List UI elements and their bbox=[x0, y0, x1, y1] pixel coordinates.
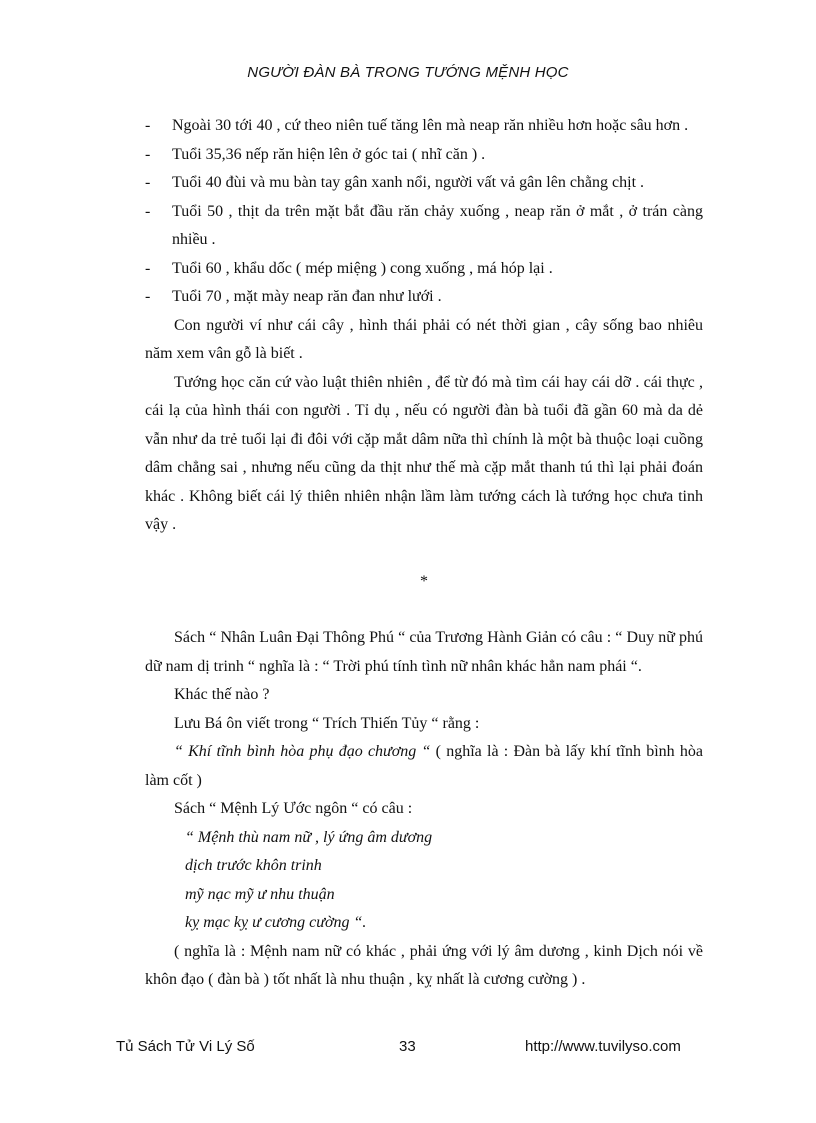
dash-bullet: - bbox=[145, 174, 151, 191]
dash-bullet: - bbox=[145, 117, 151, 134]
spacer bbox=[145, 596, 703, 624]
page-footer bbox=[0, 1038, 816, 1062]
dash-bullet: - bbox=[145, 145, 151, 163]
page-body bbox=[145, 112, 703, 995]
verse-block bbox=[145, 824, 703, 938]
paragraph-tree-metaphor: Con người ví như cái cây , hình thái phải có nét thời gian , cây sống bao nhiêu năm xem vân gỗ là biết . bbox=[145, 316, 703, 362]
verse-line: dịch trước khôn trinh bbox=[185, 857, 322, 874]
list-item-text: Tuổi 40 đùi và mu bàn tay gân xanh nổi, người vất vả gân lên chằng chịt . bbox=[172, 174, 645, 191]
paragraph-question: Khác thế nào ? bbox=[174, 686, 270, 703]
dash-bullet: - bbox=[145, 288, 151, 305]
list-item-text: Tuổi 50 , thịt da trên mặt bắt đầu răn chảy xuống , neap răn ở mắt , ở trán càng nhiều . bbox=[172, 202, 703, 248]
section-separator: * bbox=[420, 572, 428, 590]
list-item bbox=[145, 283, 703, 312]
dash-bullet: - bbox=[145, 259, 151, 277]
verse-line: “ Mệnh thù nam nữ , lý ứng âm dương bbox=[185, 828, 433, 846]
aging-list bbox=[145, 112, 703, 312]
paragraph-quote-khi-tinh bbox=[145, 738, 703, 795]
list-item bbox=[145, 169, 703, 198]
list-item bbox=[145, 141, 703, 170]
list-item-text: Tuổi 70 , mặt mày neap răn đan như lưới . bbox=[172, 288, 442, 305]
page-number: 33 bbox=[399, 1038, 416, 1055]
list-item bbox=[145, 255, 703, 284]
list-item-text: Tuổi 60 , khẩu dốc ( mép miệng ) cong xuống , má hóp lại . bbox=[172, 259, 553, 277]
paragraph-menh-ly: Sách “ Mệnh Lý Ước ngôn “ có câu : bbox=[174, 800, 413, 817]
list-item bbox=[145, 198, 703, 255]
page-header: NGƯỜI ĐÀN BÀ TRONG TƯỚNG MỆNH HỌC bbox=[247, 64, 569, 81]
list-item bbox=[145, 112, 703, 141]
footer-book-series: Tủ Sách Tử Vi Lý Số bbox=[116, 1038, 255, 1055]
paragraph-luu-ba-on: Lưu Bá ôn viết trong “ Trích Thiến Tủy “ rằng : bbox=[174, 714, 480, 732]
verse-line: kỵ mạc kỵ ư cương cường “. bbox=[185, 914, 367, 931]
quote-italic: “ Khí tĩnh bình hòa phụ đạo chương “ bbox=[174, 743, 431, 760]
quote-meaning: ( nghĩa là : Đàn bà lấy khí tĩnh bình hòa làm cốt ) bbox=[145, 743, 703, 789]
verse-line: mỹ nạc mỹ ư nhu thuận bbox=[185, 885, 335, 903]
paragraph-physiognomy-nature: Tướng học căn cứ vào luật thiên nhiên , để từ đó mà tìm cái hay cái dỡ . cái thực , cái lạ của hình thái con người . Tỉ dụ , nếu có người đàn bà tuổi đã gần 60 mà da dẻ vẫn như da trẻ tuổi lại đi đôi với cặp mắt dâm nữa thì chính là một bà thuộc loại cuồng dâm chẳng sai , nhưng nếu cũng da thịt như thế mà cặp mắt thanh tú thì lại phải đoán khác . Không biết cái lý thiên nhiên nhận lầm làm tướng cách là tướng học chưa tinh vậy . bbox=[145, 373, 703, 533]
paragraph-verse-meaning: ( nghĩa là : Mệnh nam nữ có khác , phải ứng với lý âm dương , kinh Dịch nói về khôn đạo ( đàn bà ) tốt nhất là nhu thuận , kỵ nhất là cương cường ) . bbox=[145, 942, 703, 988]
list-item-text: Tuổi 35,36 nếp răn hiện lên ở góc tai ( nhĩ căn ) . bbox=[172, 145, 486, 163]
footer-url: http://www.tuvilyso.com bbox=[525, 1038, 681, 1055]
dash-bullet: - bbox=[145, 202, 151, 220]
paragraph-nhan-luan: Sách “ Nhân Luân Đại Thông Phú “ của Trương Hành Giản có câu : “ Duy nữ phú dữ nam dị trinh “ nghĩa là : “ Trời phú tính tình nữ nhân khác hẳn nam phái “. bbox=[145, 629, 703, 675]
list-item-text: Ngoài 30 tới 40 , cứ theo niên tuế tăng lên mà neap răn nhiều hơn hoặc sâu hơn . bbox=[172, 117, 689, 134]
